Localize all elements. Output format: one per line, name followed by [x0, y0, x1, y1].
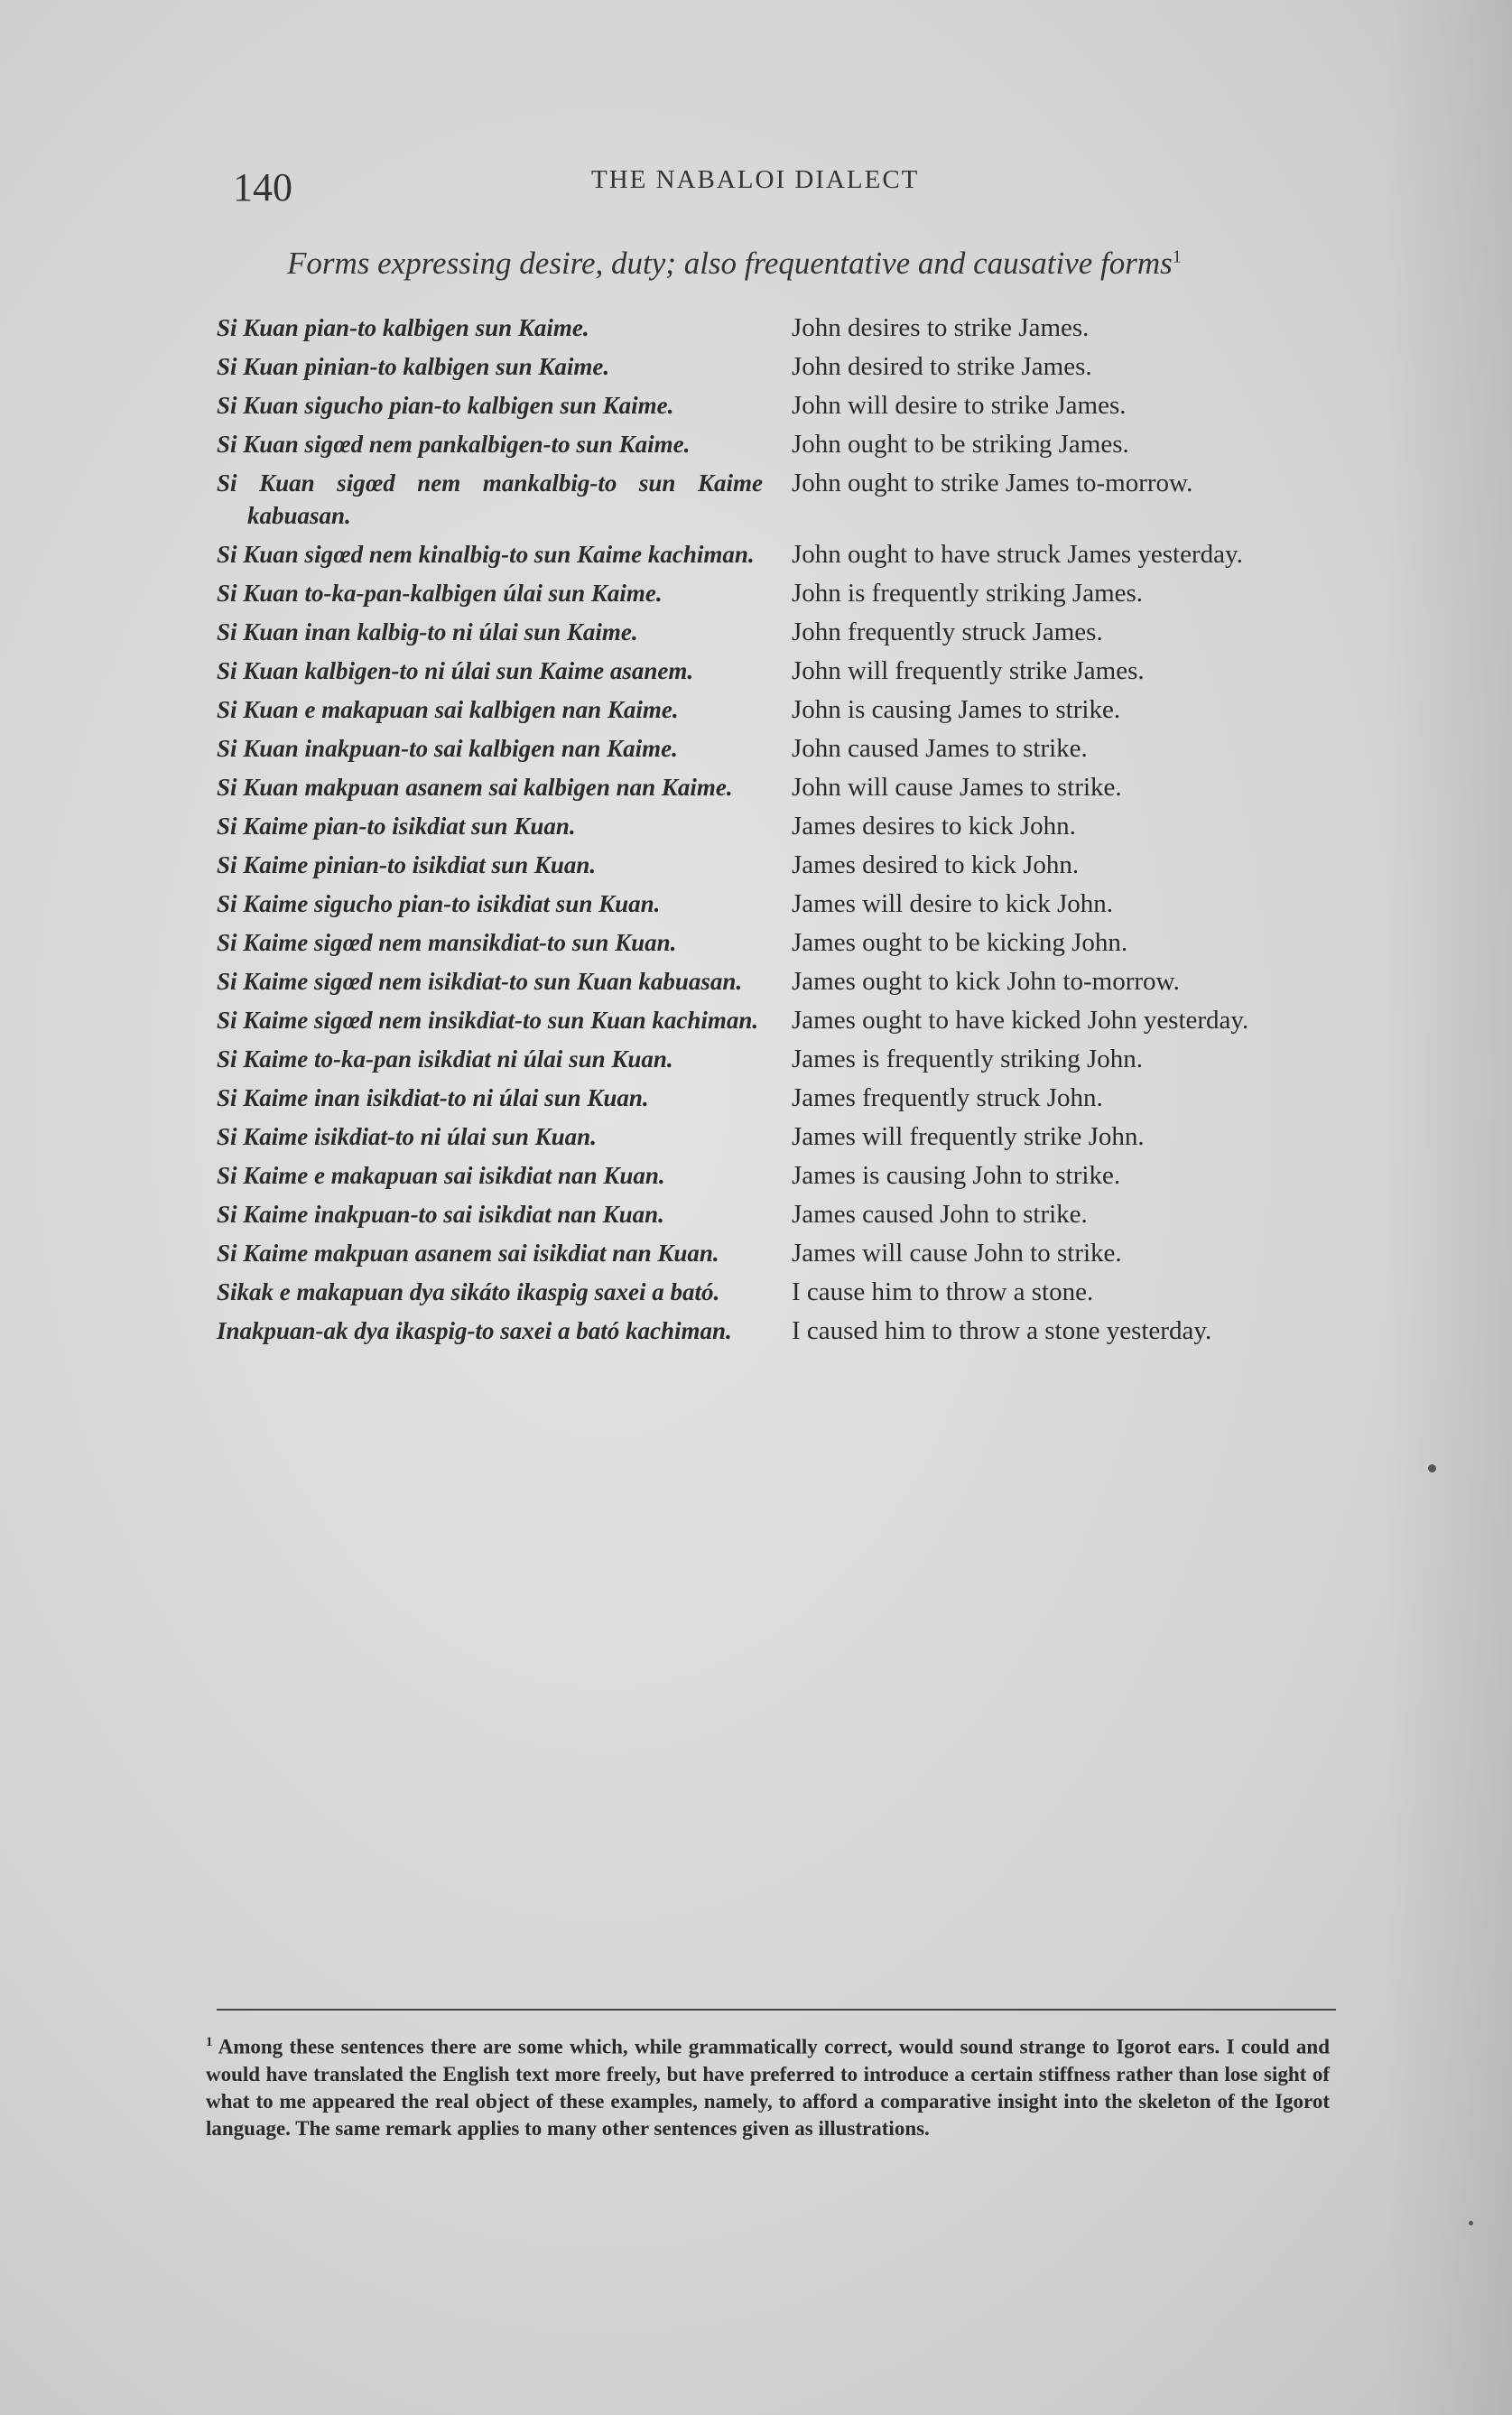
english-translation: John ought to strike James to-morrow. — [792, 469, 1193, 497]
sentence-row — [217, 887, 1390, 920]
nabaloi-sentence: Si Kaime sigœd nem isikdiat-to sun Kuan kabuasan. — [217, 968, 743, 995]
sentence-row — [217, 311, 1390, 344]
english-translation: I cause him to throw a stone. — [792, 1277, 1094, 1306]
english-translation: James will frequently strike John. — [792, 1122, 1145, 1151]
english-translation: John caused James to strike. — [792, 734, 1088, 763]
english-translation: John ought to be striking James. — [792, 430, 1129, 459]
nabaloi-sentence: Si Kuan inakpuan-to sai kalbigen nan Kaime. — [217, 735, 678, 762]
sentence-row — [217, 389, 1390, 422]
nabaloi-sentence: Si Kuan to-ka-pan-kalbigen úlai sun Kaime. — [217, 580, 663, 607]
nabaloi-sentence: Si Kaime inakpuan-to sai isikdiat nan Kuan. — [217, 1201, 664, 1228]
nabaloi-sentence: Si Kuan e makapuan sai kalbigen nan Kaime. — [217, 696, 679, 723]
nabaloi-sentence: Si Kaime makpuan asanem sai isikdiat nan Kuan. — [217, 1240, 719, 1267]
sentence-row — [217, 538, 1390, 571]
english-translation: John ought to have struck James yesterday. — [792, 540, 1243, 569]
nabaloi-sentence: Si Kuan makpuan asanem sai kalbigen nan Kaime. — [217, 774, 733, 801]
sentence-row — [217, 965, 1390, 998]
sentence-row — [217, 1314, 1390, 1347]
english-translation: John desires to strike James. — [792, 313, 1090, 342]
section-heading-text: Forms expressing desire, duty; also frequentative and causative forms — [287, 246, 1173, 281]
nabaloi-sentence: Si Kaime e makapuan sai isikdiat nan Kuan. — [217, 1162, 665, 1189]
nabaloi-sentence: Inakpuan-ak dya ikaspig-to saxei a bató kachiman. — [217, 1317, 732, 1344]
sentence-row — [217, 1276, 1390, 1308]
english-translation: James will desire to kick John. — [792, 889, 1114, 918]
sentence-row — [217, 428, 1390, 460]
english-translation: John desired to strike James. — [792, 352, 1092, 381]
english-translation: James caused John to strike. — [792, 1200, 1088, 1229]
sentence-row — [217, 1237, 1390, 1269]
nabaloi-sentence: Si Kuan sigœd nem mankalbig-to sun Kaime kabuasan. — [217, 469, 763, 529]
english-translation: James is causing John to strike. — [792, 1161, 1121, 1190]
sentence-row — [217, 1159, 1390, 1192]
english-translation: John is frequently striking James. — [792, 579, 1144, 608]
sentence-row — [217, 1198, 1390, 1231]
nabaloi-sentence: Si Kuan sigœd nem kinalbig-to sun Kaime kachiman. — [217, 541, 755, 568]
nabaloi-sentence: Si Kaime to-ka-pan isikdiat ni úlai sun Kuan. — [217, 1045, 673, 1073]
english-translation: James ought to kick John to-morrow. — [792, 967, 1180, 996]
sentence-row — [217, 1004, 1390, 1036]
nabaloi-sentence: Si Kaime sigœd nem mansikdiat-to sun Kuan. — [217, 929, 677, 956]
nabaloi-sentence: Si Kaime sigœd nem insikdiat-to sun Kuan kachiman. — [217, 1007, 759, 1034]
footnote — [206, 2029, 1330, 2142]
nabaloi-sentence: Sikak e makapuan dya sikáto ikaspig saxei a bató. — [217, 1278, 720, 1305]
footnote-reference: 1 — [1172, 246, 1182, 267]
english-translation: James ought to be kicking John. — [792, 928, 1128, 957]
sentence-row — [217, 926, 1390, 959]
english-translation: James frequently struck John. — [792, 1083, 1103, 1112]
sentence-row — [217, 693, 1390, 726]
english-translation: John is causing James to strike. — [792, 695, 1121, 724]
nabaloi-sentence: Si Kuan inan kalbig-to ni úlai sun Kaime. — [217, 618, 638, 646]
english-translation: I caused him to throw a stone yesterday. — [792, 1316, 1212, 1345]
sentence-row — [217, 1120, 1390, 1153]
sentence-row — [217, 732, 1390, 765]
nabaloi-sentence: Si Kuan sigucho pian-to kalbigen sun Kaime. — [217, 392, 674, 419]
nabaloi-sentence: Si Kaime inan isikdiat-to ni úlai sun Kuan. — [217, 1084, 649, 1111]
sentence-row — [217, 849, 1390, 881]
sentence-row — [217, 771, 1390, 803]
sentence-row — [217, 577, 1390, 609]
english-translation: John will desire to strike James. — [792, 391, 1127, 420]
print-speck — [1469, 2221, 1473, 2225]
nabaloi-sentence: Si Kuan sigœd nem pankalbigen-to sun Kaime. — [217, 431, 691, 458]
nabaloi-sentence: Si Kaime isikdiat-to ni úlai sun Kuan. — [217, 1123, 597, 1150]
english-translation: James will cause John to strike. — [792, 1239, 1122, 1268]
sentence-row — [217, 1082, 1390, 1114]
sentence-row — [217, 810, 1390, 842]
nabaloi-sentence: Si Kaime pinian-to isikdiat sun Kuan. — [217, 851, 597, 878]
footnote-rule — [217, 2009, 1336, 2011]
page-number: 140 — [233, 165, 292, 209]
sentence-table — [217, 311, 1390, 1353]
print-speck — [1428, 1464, 1436, 1472]
english-translation: John frequently struck James. — [792, 618, 1103, 646]
running-title: THE NABALOI DIALECT — [591, 165, 920, 194]
footnote-text: Among these sentences there are some which, while grammatically correct, would sound strange to Igorot ears. I could and would have translated the English text more freely, but have preferred to introduce a certain stiffness rather than lose sight of what to me appeared the real object of these examples, namely, to afford a comparative insight into the skeleton of the Igorot language. The same remark applies to many other sentences given as illustrations. — [206, 2035, 1330, 2140]
nabaloi-sentence: Si Kuan kalbigen-to ni úlai sun Kaime asanem. — [217, 657, 694, 684]
english-translation: John will frequently strike James. — [792, 656, 1145, 685]
nabaloi-sentence: Si Kuan pinian-to kalbigen sun Kaime. — [217, 353, 610, 380]
sentence-row — [217, 350, 1390, 383]
sentence-row — [217, 467, 1390, 532]
sentence-row — [217, 616, 1390, 648]
english-translation: James desires to kick John. — [792, 812, 1076, 841]
sentence-row — [217, 1043, 1390, 1075]
section-heading — [287, 246, 1370, 282]
nabaloi-sentence: Si Kuan pian-to kalbigen sun Kaime. — [217, 314, 589, 341]
footnote-mark: 1 — [206, 2035, 213, 2049]
english-translation: James is frequently striking John. — [792, 1045, 1144, 1073]
english-translation: John will cause James to strike. — [792, 773, 1122, 802]
english-translation: James desired to kick John. — [792, 850, 1080, 879]
nabaloi-sentence: Si Kaime pian-to isikdiat sun Kuan. — [217, 813, 576, 840]
english-translation: James ought to have kicked John yesterday. — [792, 1006, 1249, 1035]
nabaloi-sentence: Si Kaime sigucho pian-to isikdiat sun Kuan. — [217, 890, 661, 917]
page-edge-shadow — [1386, 0, 1512, 2415]
sentence-row — [217, 655, 1390, 687]
